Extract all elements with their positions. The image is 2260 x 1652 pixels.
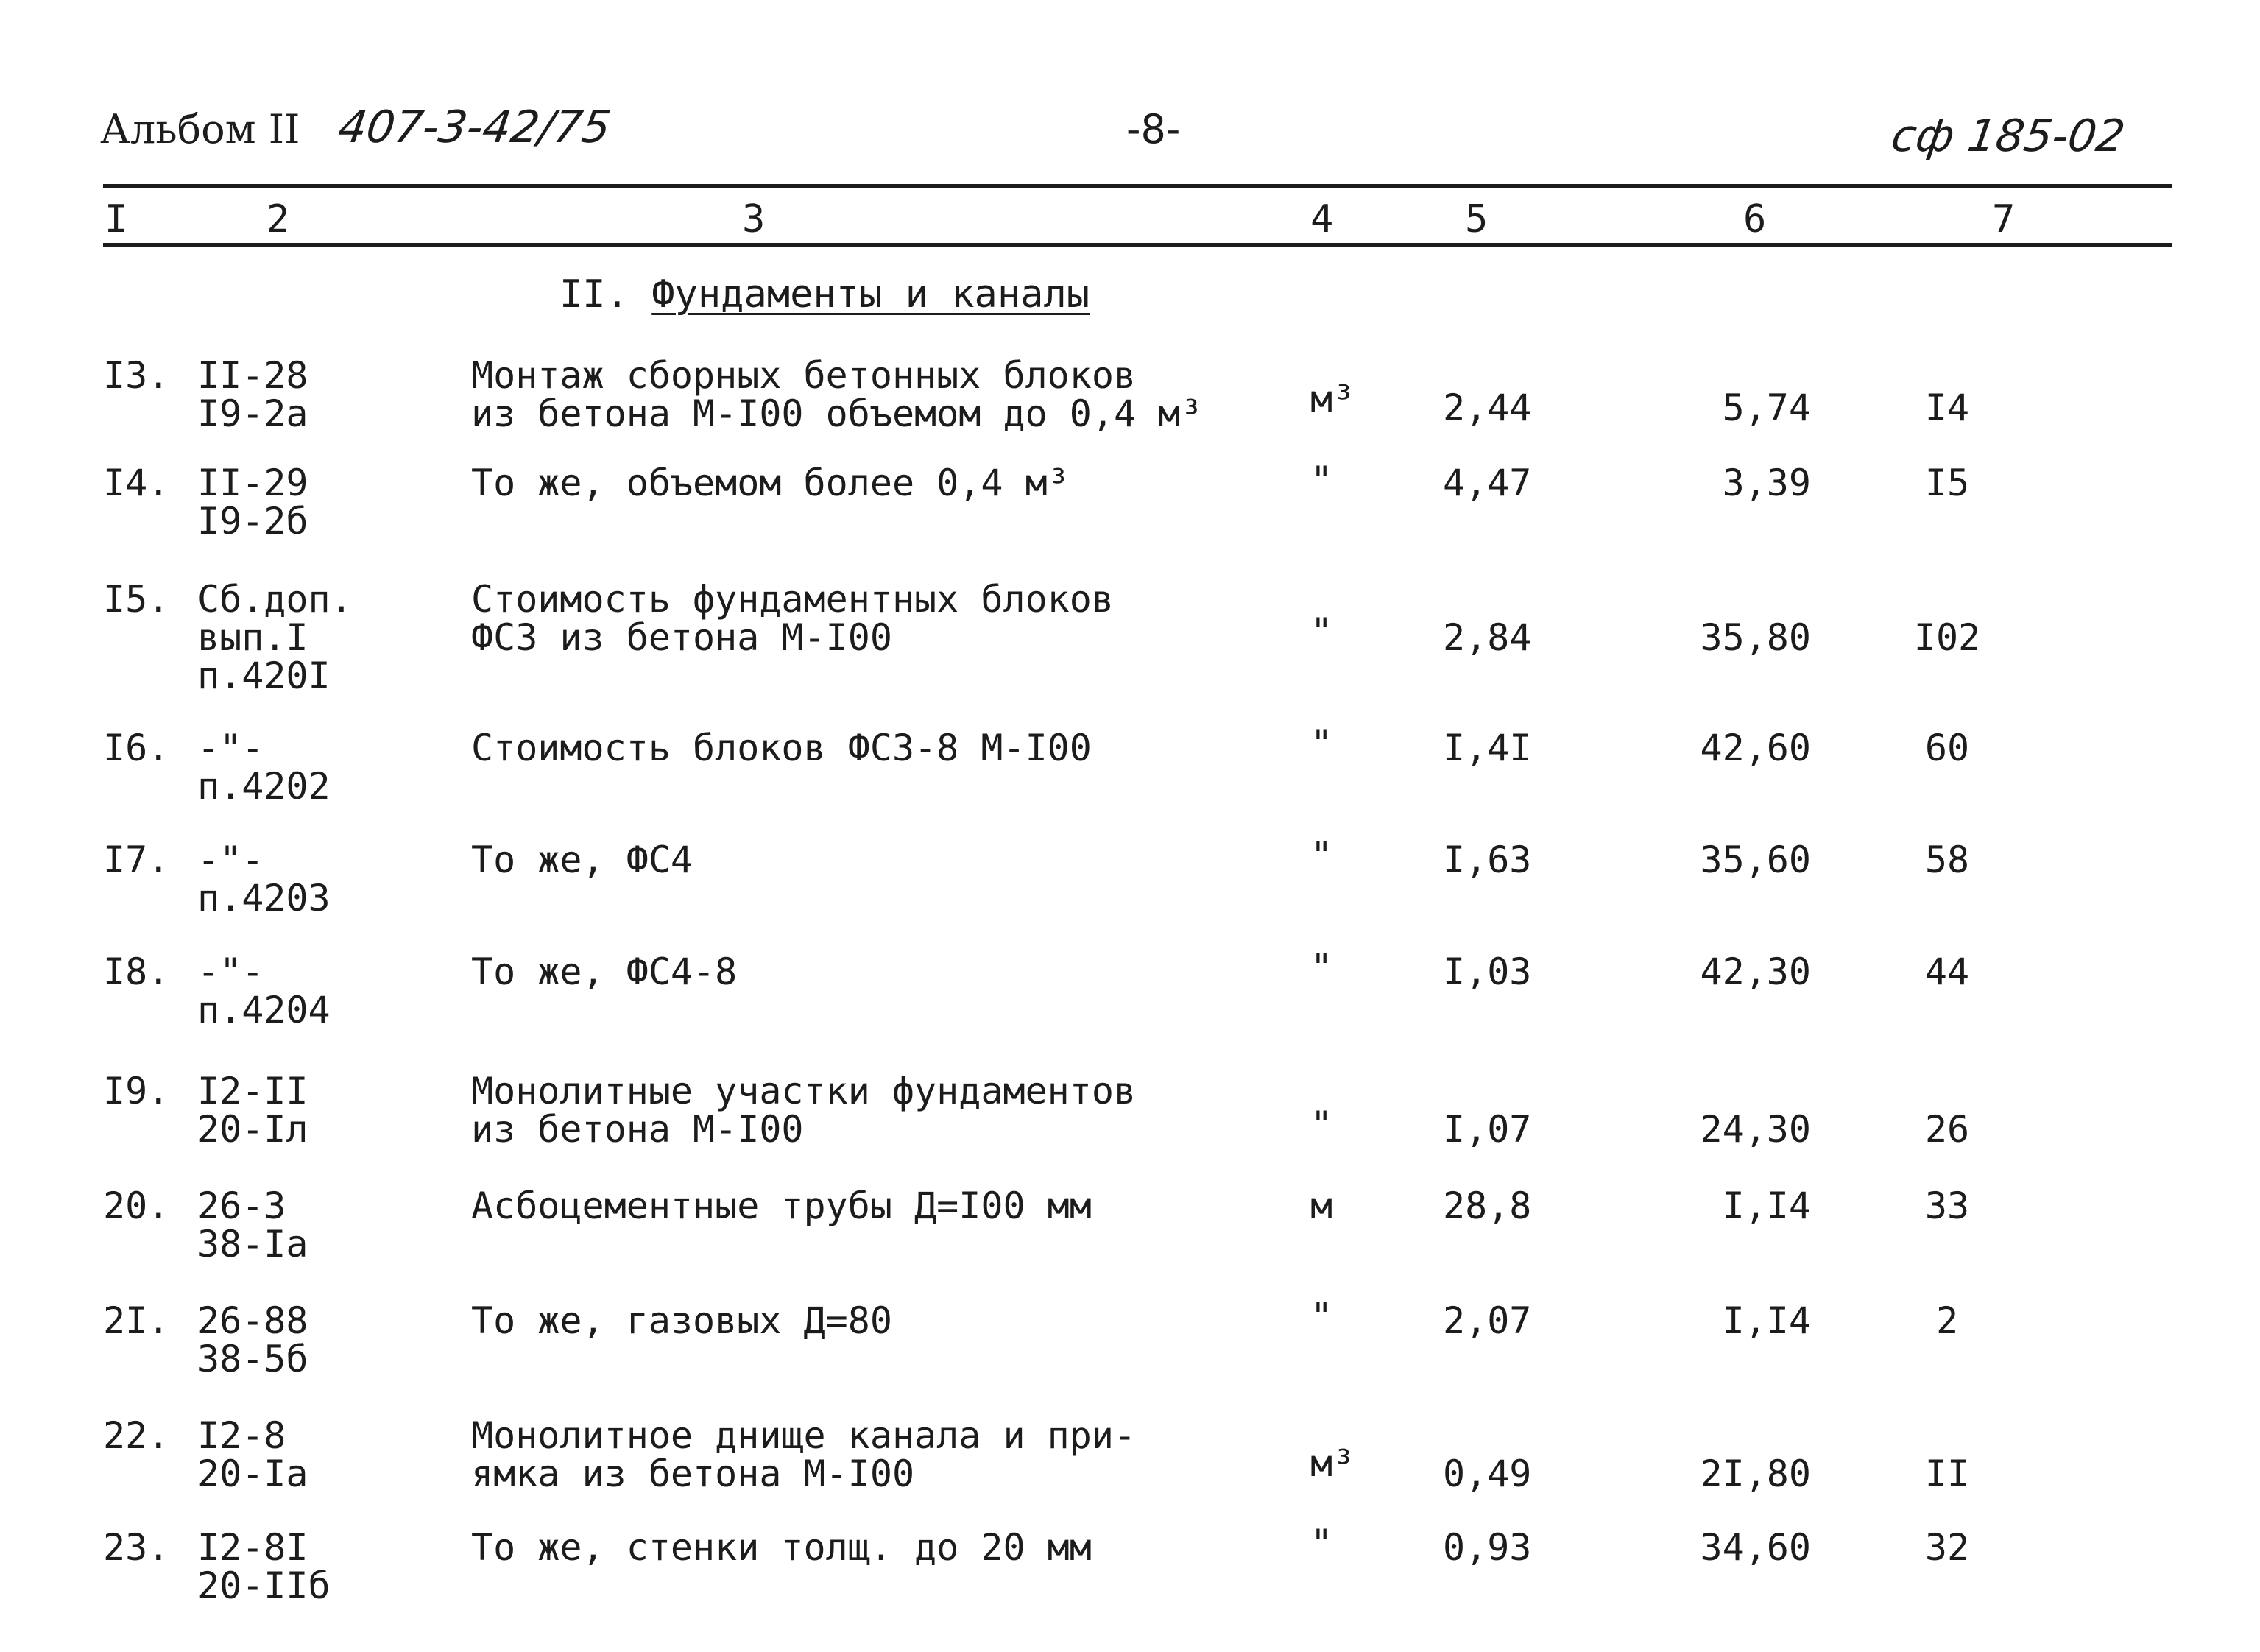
- column-header-7: 7: [1992, 197, 2016, 241]
- row-norm-code: Сб.доп. вып.I п.420I: [197, 578, 353, 697]
- row-quantity: 4,47: [1443, 462, 1532, 504]
- row-description: Монолитные участки фундаментов из бетона М-I00: [471, 1070, 1137, 1151]
- row-unit: м³: [1310, 1442, 1355, 1485]
- column-header-3: 3: [742, 197, 766, 241]
- row-total-cost: II: [1924, 1452, 1970, 1495]
- row-unit: ": [1310, 1295, 1333, 1338]
- column-header-4: 4: [1310, 197, 1334, 241]
- row-unit-price: 2I,80: [1700, 1452, 1811, 1495]
- row-number: I6.: [103, 727, 170, 769]
- row-total-cost: 58: [1924, 839, 1970, 881]
- row-unit-price: 42,60: [1700, 727, 1811, 769]
- row-description: То же, газовых Д=80: [471, 1299, 892, 1342]
- row-total-cost: 26: [1924, 1108, 1970, 1151]
- row-quantity: 0,49: [1443, 1452, 1532, 1495]
- row-total-cost: I4: [1924, 386, 1970, 429]
- row-quantity: 0,93: [1443, 1526, 1532, 1569]
- row-unit: ": [1310, 946, 1333, 989]
- row-number: 20.: [103, 1185, 170, 1227]
- row-quantity: I,63: [1443, 839, 1532, 881]
- row-quantity: 2,07: [1443, 1299, 1532, 1342]
- album-code: 407-3-42/75: [335, 102, 614, 153]
- row-unit: ": [1310, 610, 1333, 653]
- album-label: Альбом II: [100, 106, 300, 152]
- row-total-cost: 2: [1935, 1299, 1959, 1342]
- row-unit-price: 3,39: [1722, 462, 1811, 504]
- column-header-5: 5: [1465, 197, 1489, 241]
- row-description: Асбоцементные трубы Д=I00 мм: [471, 1185, 1092, 1227]
- row-description: Монолитное днище канала и при- ямка из бетона М-I00: [471, 1414, 1137, 1495]
- row-quantity: 2,84: [1443, 616, 1532, 659]
- row-unit-price: I,I4: [1722, 1185, 1811, 1227]
- row-total-cost: 44: [1924, 950, 1970, 993]
- row-unit: м³: [1310, 378, 1355, 420]
- row-number: I8.: [103, 950, 170, 993]
- row-unit-price: 5,74: [1722, 386, 1811, 429]
- row-norm-code: I2-II 20-Iл: [197, 1070, 308, 1151]
- row-number: I5.: [103, 578, 170, 621]
- row-description: То же, ФС4: [471, 839, 693, 881]
- table-top-rule: [103, 184, 2172, 188]
- row-description: То же, ФС4-8: [471, 950, 738, 993]
- row-total-cost: 33: [1924, 1185, 1970, 1227]
- row-number: I7.: [103, 839, 170, 881]
- row-description: То же, стенки толщ. до 20 мм: [471, 1526, 1092, 1569]
- section-title: [559, 272, 1090, 317]
- row-number: 23.: [103, 1526, 170, 1569]
- row-total-cost: 60: [1924, 727, 1970, 769]
- row-number: I3.: [103, 354, 170, 397]
- row-norm-code: 26-88 38-5б: [197, 1299, 308, 1380]
- row-unit: м: [1310, 1185, 1333, 1227]
- row-unit: ": [1310, 722, 1333, 765]
- section-name: Фундаменты и каналы: [651, 272, 1090, 317]
- table-header-rule: [103, 243, 2172, 247]
- row-quantity: I,03: [1443, 950, 1532, 993]
- row-unit: ": [1310, 834, 1333, 877]
- row-number: I4.: [103, 462, 170, 504]
- row-norm-code: -"- п.4203: [197, 839, 331, 919]
- row-unit: ": [1310, 1522, 1333, 1564]
- row-total-cost: I5: [1924, 462, 1970, 504]
- row-unit-price: 24,30: [1700, 1108, 1811, 1151]
- row-norm-code: -"- п.4202: [197, 727, 331, 808]
- row-total-cost: I02: [1913, 616, 1981, 659]
- row-quantity: 2,44: [1443, 386, 1532, 429]
- row-unit-price: 35,80: [1700, 616, 1811, 659]
- row-quantity: I,4I: [1443, 727, 1532, 769]
- column-header-2: 2: [266, 197, 290, 241]
- row-norm-code: 26-3 38-Iа: [197, 1185, 308, 1266]
- row-number: 22.: [103, 1414, 170, 1457]
- row-norm-code: II-28 I9-2а: [197, 354, 308, 435]
- row-number: I9.: [103, 1070, 170, 1112]
- row-norm-code: I2-8 20-Iа: [197, 1414, 308, 1495]
- row-quantity: I,07: [1443, 1108, 1532, 1151]
- row-norm-code: II-29 I9-2б: [197, 462, 308, 543]
- row-description: Стоимость фундаментных блоков ФС3 из бетона М-I00: [471, 578, 1114, 659]
- row-description: То же, объемом более 0,4 м³: [471, 462, 1070, 504]
- row-total-cost: 32: [1924, 1526, 1970, 1569]
- sheet-code: сф 185-02: [1888, 110, 2128, 162]
- row-unit-price: 35,60: [1700, 839, 1811, 881]
- row-norm-code: I2-8I 20-IIб: [197, 1526, 331, 1607]
- column-header-6: 6: [1743, 197, 1767, 241]
- row-unit-price: I,I4: [1722, 1299, 1811, 1342]
- column-header-1: I: [105, 197, 128, 241]
- row-unit-price: 42,30: [1700, 950, 1811, 993]
- row-unit-price: 34,60: [1700, 1526, 1811, 1569]
- row-unit: ": [1310, 459, 1333, 501]
- row-number: 2I.: [103, 1299, 170, 1342]
- page-number: -8-: [1126, 106, 1181, 152]
- row-description: Стоимость блоков ФС3-8 М-I00: [471, 727, 1092, 769]
- row-quantity: 28,8: [1443, 1185, 1532, 1227]
- row-unit: ": [1310, 1104, 1333, 1146]
- section-number: II.: [559, 272, 629, 317]
- row-description: Монтаж сборных бетонных блоков из бетона М-I00 объемом до 0,4 м³: [471, 354, 1203, 435]
- row-norm-code: -"- п.4204: [197, 950, 331, 1031]
